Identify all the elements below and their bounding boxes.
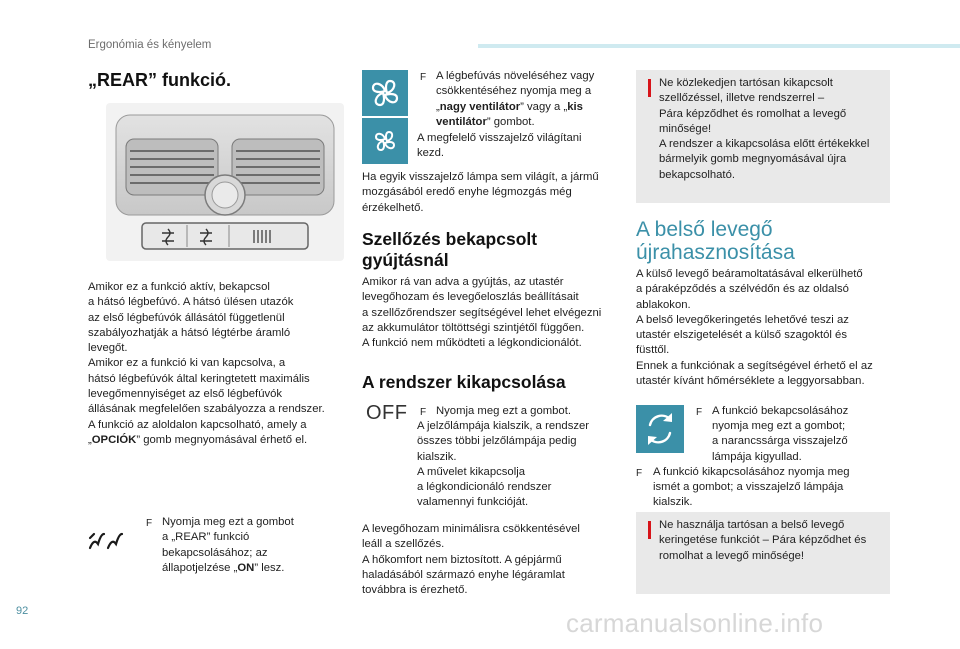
fan-small-icon [362, 118, 408, 164]
off-body: A jelzőlámpája kialszik, a rendszer összes többi jelzőlámpája pedig kialszik. A művelet kikapcsolja a légkondicionáló rendszer valamennyi funkcióját. [417, 420, 590, 509]
rear-body-last-line [88, 433, 358, 448]
fan-label: ventilátor [436, 115, 487, 128]
options-label: OPCIÓK [91, 434, 137, 446]
section-title: Ergonómia és kényelem [88, 39, 212, 51]
on-label: ON [237, 561, 255, 574]
recirc-instr-2-first: A funkció kikapcsolásához nyomja meg [653, 466, 850, 478]
fan-large-tile [362, 70, 408, 116]
off-title: A rendszer kikapcsolása [362, 372, 566, 392]
quote-mid: ” vagy a „ [520, 100, 568, 113]
ignition-body: Amikor rá van adva a gyújtás, az utastér levegőhozam és levegőeloszlás beállításait a szellőzőrendszer segítségével lehet elvégezni az akkumulátor töltöttségi szintjétől függően. A funkció nem működteti a légkondicionálót. [362, 276, 602, 350]
quote-open: „ [88, 434, 92, 446]
rear-body: Amikor ez a funkció aktív, bekapcsol a hátsó légbefúvó. A hátsó ülésen utazók az első légbefúvók állásától függetlenül szabályozhatják a hátsó légtérbe áramló levegőt. Amikor ez a funkció ki van kapcsolva, a hátsó légbefúvók által keringtetett maximális levegőmennyiséget az első légbefúvók állásának megfelelően szabályozza a rendszer. A funkció az aloldalon kapcsolható, amely a [88, 281, 325, 431]
fan-suffix: ” gombot. [486, 115, 535, 128]
bullet-marker: F [636, 468, 643, 479]
rear-title: „REAR” funkció. [88, 70, 232, 90]
recirc-instr-1-rest: nyomja meg ezt a gombot; a narancssárga visszajelző lámpája kigyullad. [712, 420, 848, 463]
fan-line-4 [436, 115, 616, 130]
page-number: 92 [16, 605, 29, 617]
rear-instruction [162, 515, 342, 576]
ignition-title: Szellőzés bekapcsolt gyújtásnál [362, 229, 538, 270]
header-rule [478, 44, 960, 48]
fan-line-1: A légbefúvás növeléséhez vagy [436, 70, 595, 82]
bullet-marker: F [696, 407, 703, 418]
warning-callout-2 [636, 512, 890, 594]
bullet-marker: F [146, 518, 153, 529]
small-label: kis [567, 100, 583, 113]
recirculation-icon [636, 405, 684, 453]
fan-small-tile [362, 118, 408, 164]
warning-bar [648, 521, 651, 539]
fan-line-3 [436, 100, 616, 115]
warning-text-2: Ne használja tartósan a belső levegő keringetése funkciót – Pára képződhet és romolhat a levegő minősége! [659, 519, 867, 562]
body-suffix: ” gomb megnyomásával érhető el. [136, 434, 308, 446]
fan-note: Ha egyik visszajelző lámpa sem világít, a jármű mozgásából eredő enyhe légmozgás még érzékelhető. [362, 171, 599, 214]
instruction-suffix: ” lesz. [254, 561, 285, 574]
rear-vent-illustration [106, 103, 344, 261]
off-icon: OFF [366, 402, 408, 424]
off-line-1: Nyomja meg ezt a gombot. [436, 405, 571, 417]
warning-callout-1 [636, 70, 890, 203]
recirc-tile [636, 405, 684, 453]
watermark: carmanualsonline.info [566, 608, 824, 638]
bullet-marker: F [420, 407, 427, 418]
quote-open: „ [436, 100, 440, 113]
warning-bar [648, 79, 651, 97]
big-fan-label: nagy ventilátor [439, 100, 521, 113]
fan-line-2: csökkentéséhez nyomja meg a [436, 85, 592, 98]
bullet-marker: F [420, 72, 427, 83]
rear-button-icon [86, 528, 130, 554]
recirc-instr-2-rest: ismét a gombot; a visszajelző lámpája kialszik. [653, 481, 844, 509]
instruction-text: Nyomja meg ezt a gombot a „REAR” funkció bekapcsolásához; az állapotjelzése „ [162, 516, 294, 574]
recirc-body: A külső levegő beáramoltatásával elkerülhető a páraképződés a szélvédőn és az oldalsó ablakokon. A belső levegőkeringetés lehetővé teszi az utastér elszigetelését a külső szagoktól és füsttől. Ennek a funkciónak a segítségével érhető el az utastér kívánt hőmérséklete a leggyorsabban. [636, 268, 873, 388]
fan-indicator-text: A megfelelő visszajelző világítani kezd. [417, 132, 582, 160]
fan-instruction [436, 69, 616, 130]
off-note: A levegőhozam minimálisra csökkentésével leáll a szellőzés. A hőkomfort nem biztosított. A gépjármű haladásából származó enyhe légáramlat továbbra is érezhető. [362, 523, 580, 597]
warning-text-1: Ne közlekedjen tartósan kikapcsolt szellőzéssel, illetve rendszerrel – Pára képződhet és romolhat a levegő minősége! A rendszer a kikapcsolása előtt értékekkel bármelyik gomb megnyomásával újra bekapcsolható. [659, 77, 870, 181]
recirc-instr-1-first: A funkció bekapcsolásához [712, 405, 849, 417]
fan-large-icon [362, 70, 408, 116]
recirc-title: A belső levegő újrahasznosítása [636, 218, 795, 264]
